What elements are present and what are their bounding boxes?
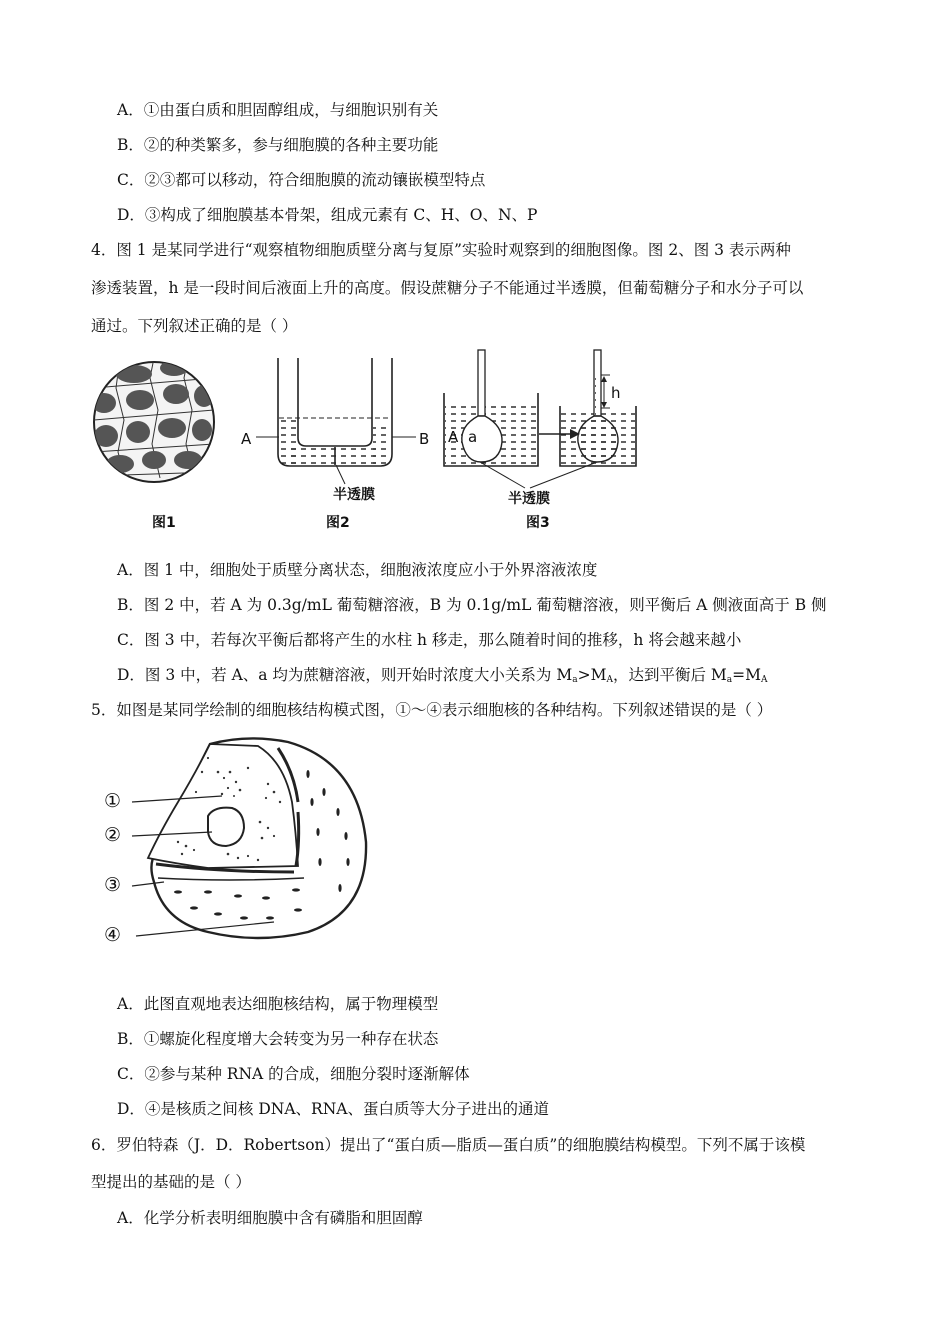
q6-option-a: A．化学分析表明细胞膜中含有磷脂和胆固醇 [117, 1209, 423, 1227]
fig3-beaker-left [444, 350, 538, 466]
fig1-caption: 图1 [152, 515, 176, 531]
q4-option-c: C．图 3 中，若每次平衡后都将产生的水柱 h 移走，那么随着时间的推移，h 将会越来越小 [117, 631, 742, 649]
fig2-membrane-pointer [336, 465, 345, 484]
q5-label-3: ③ [104, 874, 122, 896]
q4-option-a: A．图 1 中，细胞处于质壁分离状态，细胞液浓度应小于外界溶液浓度 [117, 561, 598, 579]
fig1-cells [92, 358, 214, 482]
q4-option-d-text3: ，达到平衡后 M [612, 666, 727, 684]
q4-option-d-text1: D．图 3 中，若 A、a 均为蔗糖溶液，则开始时浓度大小关系为 M [117, 666, 573, 684]
q5-stem: 5．如图是某同学绘制的细胞核结构模式图，①～④表示细胞核的各种结构。下列叙述错误的是（ ） [91, 701, 773, 719]
q3-option-c: C．②③都可以移动，符合细胞膜的流动镶嵌模型特点 [117, 171, 486, 189]
fig3-membrane-label: 半透膜 [508, 491, 550, 507]
q4-option-d-sub2: A [606, 675, 613, 685]
q4-figure-svg [90, 348, 650, 538]
q3-option-d: D．③构成了细胞膜基本骨架，组成元素有 C、H、O、N、P [117, 206, 538, 224]
fig3-label-a-outer: A [448, 428, 459, 446]
q5-label-1: ① [104, 790, 122, 812]
fig2-label-b: B [419, 430, 430, 448]
q5-label-2: ② [104, 824, 122, 846]
q4-figure [90, 348, 650, 538]
fig3-caption: 图3 [526, 515, 550, 531]
q4-option-d-text2: >M [577, 666, 607, 684]
q3-option-b: B．②的种类繁多，参与细胞膜的各种主要功能 [117, 136, 439, 154]
q4-option-d-sub3: a [726, 675, 733, 685]
q6-stem-line1: 6．罗伯特森（J．D．Robertson）提出了“蛋白质—脂质—蛋白质”的细胞膜结构模型。下列不属于该模 [91, 1136, 806, 1154]
q4-stem-line2: 渗透装置，h 是一段时间后液面上升的高度。假设蔗糖分子不能通过半透膜，但葡萄糖分子和水分子可以 [91, 279, 804, 297]
fig2-membrane-label: 半透膜 [333, 487, 375, 503]
fig3-label-h: h [611, 384, 621, 402]
q4-option-d-text4: =M [732, 666, 762, 684]
q5-figure-svg [98, 732, 388, 958]
q5-option-b: B．①螺旋化程度增大会转变为另一种存在状态 [117, 1030, 439, 1048]
q3-option-a: A．①由蛋白质和胆固醇组成，与细胞识别有关 [117, 101, 439, 119]
q5-label-4: ④ [104, 924, 122, 946]
q4-stem-line3: 通过。下列叙述正确的是（ ） [91, 317, 298, 335]
q4-option-d [117, 665, 768, 690]
q5-option-a: A．此图直观地表达细胞核结构，属于物理模型 [117, 995, 439, 1013]
fig3-beaker-right [560, 350, 636, 466]
q5-option-c: C．②参与某种 RNA 的合成，细胞分裂时逐渐解体 [117, 1065, 470, 1083]
fig2-label-a: A [241, 430, 252, 448]
q5-figure [98, 732, 388, 958]
q4-option-b: B．图 2 中，若 A 为 0.3g/mL 葡萄糖溶液，B 为 0.1g/mL 葡萄糖溶液，则平衡后 A 侧液面高于 B 侧 [117, 596, 827, 614]
q4-option-d-sub1: a [572, 675, 578, 685]
q4-option-d-sub4: A [761, 675, 768, 685]
nucleolus [208, 808, 244, 846]
fig3-label-a-inner: a [468, 428, 478, 446]
fig2-caption: 图2 [326, 515, 350, 531]
q5-option-d: D．④是核质之间核 DNA、RNA、蛋白质等大分子进出的通道 [117, 1100, 549, 1118]
q4-stem-line1: 4．图 1 是某同学进行“观察植物细胞质壁分离与复原”实验时观察到的细胞图像。图 2、图 3 表示两种 [91, 241, 791, 259]
q6-stem-line2: 型提出的基础的是（ ） [91, 1173, 251, 1191]
